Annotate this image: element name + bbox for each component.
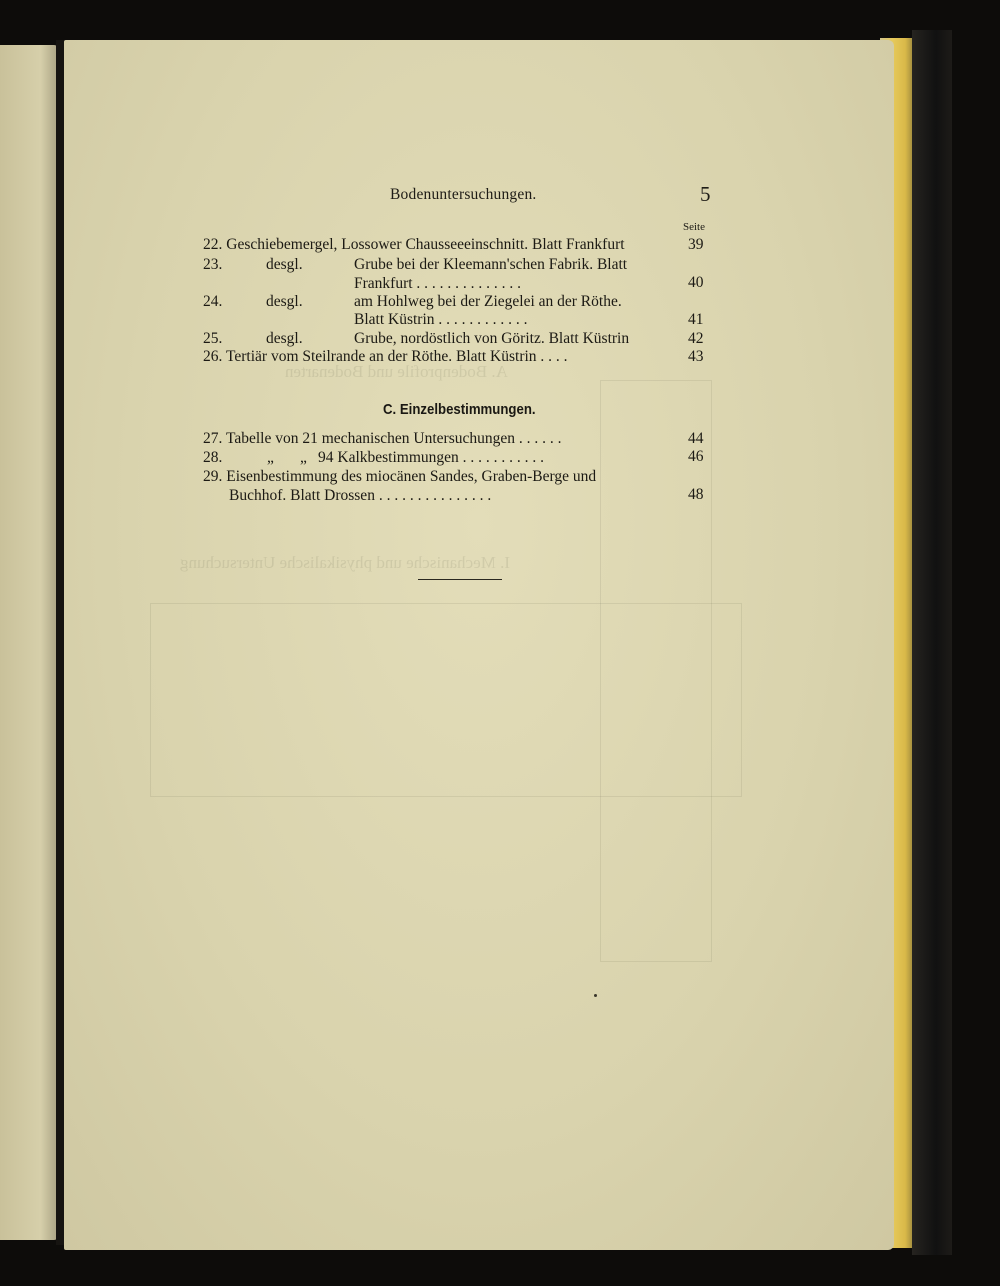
- entry-page: 44: [688, 430, 704, 447]
- entry-text: Geschiebemergel, Lossower Chausseeeinschnitt. Blatt Frankfurt: [226, 236, 625, 253]
- entry-text: am Hohlweg bei der Ziegelei an der Röthe.: [354, 293, 622, 310]
- entry-number: 24.: [203, 293, 223, 310]
- entry-number: 27.: [203, 430, 223, 447]
- entry-subject: desgl.: [266, 293, 303, 310]
- entry-page: 41: [688, 311, 704, 328]
- show-through-heading: A. Bodenprofile und Bodenarten: [285, 362, 508, 381]
- entry-number: 22.: [203, 236, 223, 253]
- toc-entry-29: [203, 468, 596, 486]
- show-through-column: [600, 380, 712, 962]
- entry-text: Tabelle von 21 mechanischen Untersuchungen . . . . . .: [225, 430, 562, 447]
- section-end-rule: [418, 579, 502, 580]
- entry-number: 29.: [203, 468, 223, 485]
- ditto-mark: „: [267, 449, 274, 466]
- entry-number: 28.: [203, 449, 223, 466]
- entry-subject: desgl.: [266, 256, 303, 273]
- entry-text: 94 Kalkbestimmungen . . . . . . . . . . .: [318, 449, 545, 466]
- toc-entry-27: [203, 430, 562, 448]
- toc-entry-22: [203, 236, 625, 254]
- ink-speck: [594, 994, 597, 997]
- entry-text: Eisenbestimmung des miocänen Sandes, Graben-Berge und: [226, 468, 597, 485]
- entry-text-continued: Blatt Küstrin . . . . . . . . . . . .: [354, 311, 528, 328]
- entry-text: Grube, nordöstlich von Göritz. Blatt Küstrin: [354, 330, 630, 347]
- ditto-mark: „: [300, 449, 307, 466]
- entry-subject: desgl.: [266, 330, 303, 347]
- book-cover: [912, 30, 952, 1255]
- running-title: Bodenuntersuchungen.: [390, 186, 537, 203]
- entry-text-continued: Frankfurt . . . . . . . . . . . . . .: [354, 275, 522, 292]
- entry-number: 26.: [203, 348, 223, 365]
- entry-page: 42: [688, 330, 704, 347]
- page-number: 5: [700, 182, 711, 206]
- entry-page: 46: [688, 448, 704, 465]
- entry-page: 40: [688, 274, 704, 291]
- toc-entry-26: [203, 348, 568, 366]
- entry-number: 23.: [203, 256, 223, 273]
- entry-page: 48: [688, 486, 704, 503]
- entry-text: Tertiär vom Steilrande an der Röthe. Blatt Küstrin . . . .: [225, 348, 568, 365]
- show-through-heading-2: I. Mechanische und physikalische Untersuchung: [180, 553, 510, 572]
- entry-text-continued: Buchhof. Blatt Drossen . . . . . . . . . . . . . . .: [229, 487, 492, 504]
- section-heading: C. Einzelbestimmungen.: [383, 401, 536, 418]
- entry-page: 39: [688, 236, 704, 253]
- entry-page: 43: [688, 348, 704, 365]
- entry-text: Grube bei der Kleemann'schen Fabrik. Blatt: [354, 256, 628, 273]
- entry-number: 25.: [203, 330, 223, 347]
- page-column-label: Seite: [683, 221, 705, 233]
- facing-page-edge: [0, 45, 58, 1240]
